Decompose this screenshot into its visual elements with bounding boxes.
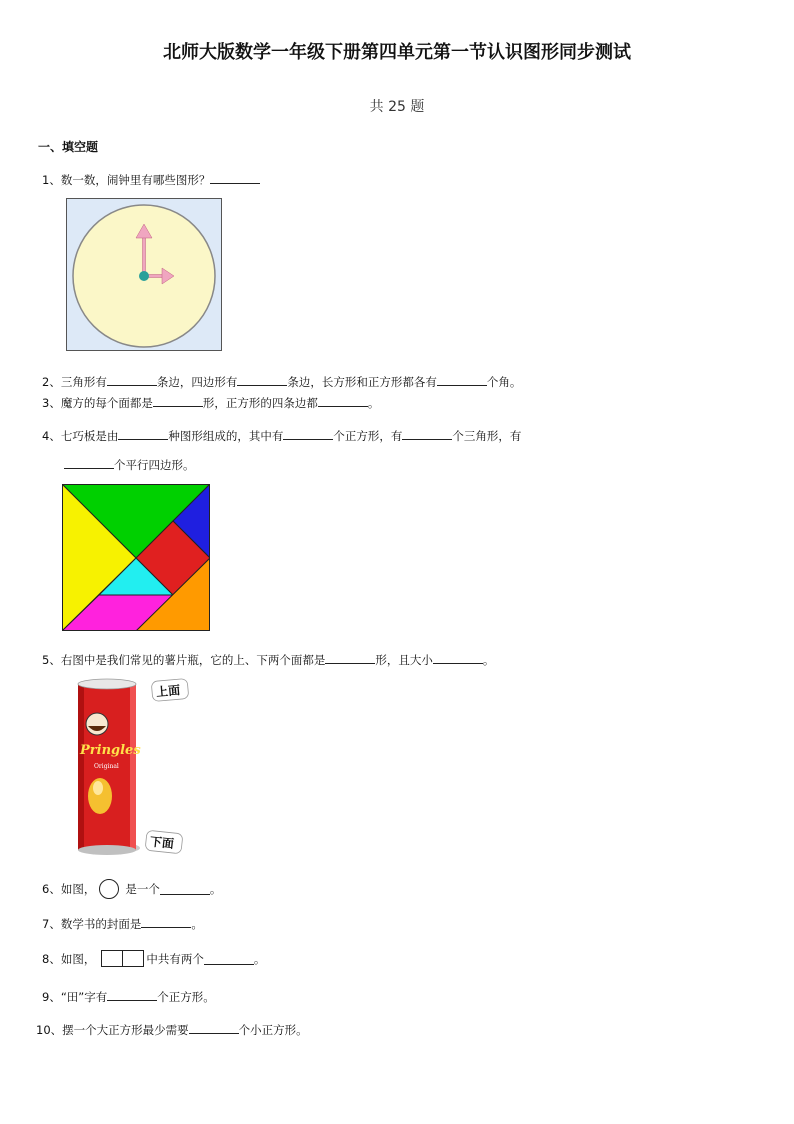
two-squares-figure [101,950,144,967]
question-text: 个平行四边形。 [114,458,195,472]
answer-blank[interactable] [107,989,157,1001]
question-3 [42,395,379,411]
question-5 [42,652,494,668]
circle-figure [99,879,119,899]
question-2 [42,374,521,390]
can-flavor-text: Original [94,763,119,770]
question-number: 3、 [42,396,61,410]
question-text: 。 [253,951,266,966]
question-number: 10、 [36,1023,63,1037]
answer-blank[interactable] [204,953,254,965]
can-brand-text: Pringles [80,743,141,758]
answer-blank[interactable] [118,428,168,440]
question-text: 如图， [60,882,96,896]
question-text: 个角。 [486,375,522,389]
answer-blank[interactable] [325,652,375,664]
answer-blank[interactable] [210,172,260,184]
answer-blank[interactable] [160,883,210,895]
question-text: 。 [482,653,495,667]
question-text: 形，正方形的四条边都 [202,396,318,410]
top-face-label: 上面 [155,683,181,700]
question-text: 七巧板是由 [60,429,119,443]
question-7 [42,916,203,932]
answer-blank[interactable] [237,374,287,386]
question-8 [42,950,265,967]
question-number: 7、 [42,917,61,931]
question-text: 个正方形。 [157,990,215,1004]
question-text: 条边，四边形有 [156,375,238,389]
page-title: 北师大版数学一年级下册第四单元第一节认识图形同步测试 [163,42,631,63]
question-text: 个小正方形。 [238,1023,308,1037]
question-text: 。 [367,396,380,410]
question-text: 形，且大小 [375,653,433,667]
question-text: 魔方的每个面都是 [60,396,153,410]
answer-blank[interactable] [433,652,483,664]
question-text: 数一数，闹钟里有哪些图形？ [60,173,211,187]
answer-blank[interactable] [107,374,157,386]
question-10 [36,1022,308,1038]
question-1 [42,172,260,188]
answer-blank[interactable] [437,374,487,386]
answer-blank[interactable] [283,428,333,440]
answer-blank[interactable] [189,1022,239,1034]
question-count: 共 25 题 [369,99,425,115]
question-9 [42,989,215,1005]
question-text: 是一个 [125,882,160,896]
question-6 [42,879,221,899]
question-text: 。 [209,882,222,896]
question-number: 8、 [42,951,61,966]
question-text: 条边，长方形和正方形都各有 [287,375,437,389]
question-text: 。 [191,917,203,931]
answer-blank[interactable] [402,428,452,440]
question-text: 摆一个大正方形最少需要 [62,1023,189,1037]
question-number: 4、 [42,429,61,443]
section-heading: 一、填空题 [38,140,99,154]
tangram-image [62,484,210,631]
chip-can-image [72,676,192,858]
question-4 [42,428,521,444]
question-number: 5、 [42,653,61,667]
question-text: 数学书的封面是 [60,917,142,931]
question-text: 个正方形，有 [333,429,403,443]
question-number: 2、 [42,375,61,389]
alarm-clock-image [66,198,222,351]
answer-blank[interactable] [153,395,203,407]
question-text: “田”字有 [60,990,108,1004]
question-4-continued [64,457,195,473]
answer-blank[interactable] [64,457,114,469]
question-number: 6、 [42,882,61,896]
question-text: 三角形有 [60,375,107,389]
question-text: 右图中是我们常见的薯片瓶，它的上、下两个面都是 [60,653,326,667]
question-number: 9、 [42,990,61,1004]
question-number: 1、 [42,173,61,187]
bottom-face-label: 下面 [149,834,175,852]
answer-blank[interactable] [318,395,368,407]
question-text: 个三角形，有 [452,429,522,443]
answer-blank[interactable] [141,916,191,928]
question-text: 中共有两个 [146,951,204,966]
question-text: 如图， [60,951,96,966]
question-text: 种图形组成的，其中有 [168,429,284,443]
